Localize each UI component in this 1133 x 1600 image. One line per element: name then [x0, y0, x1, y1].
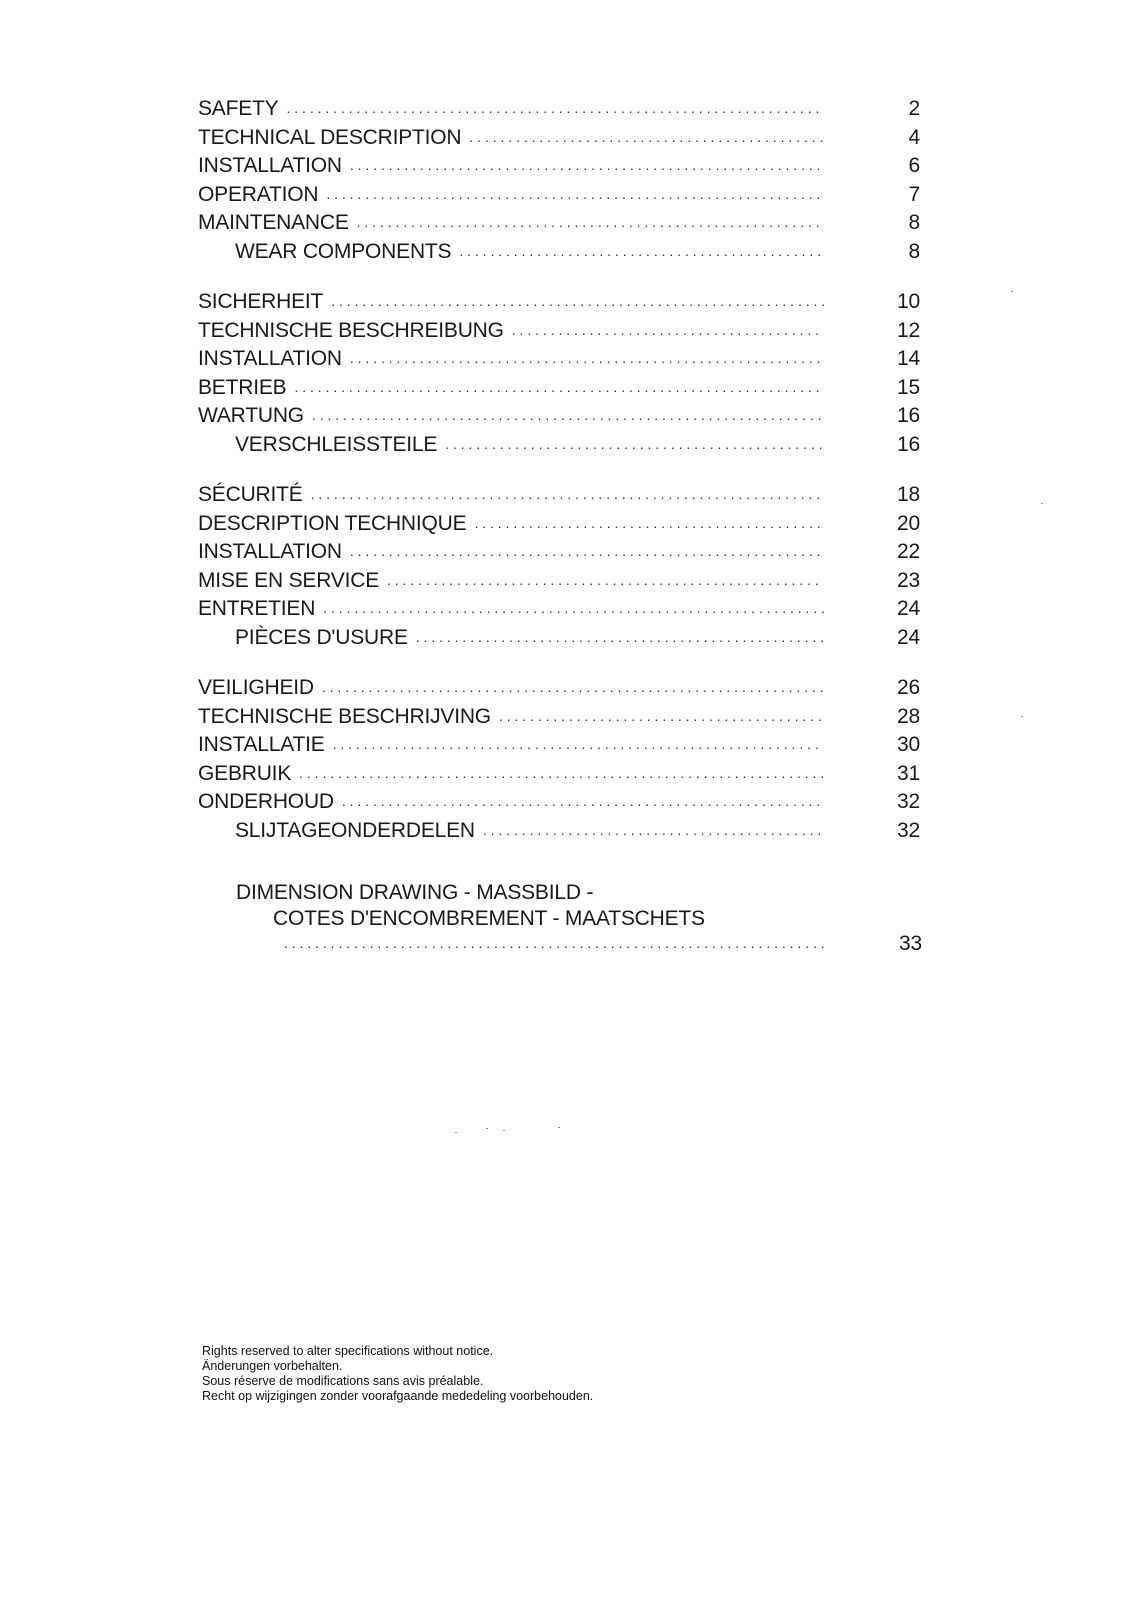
toc-entry-title: GEBRUIK [198, 761, 292, 785]
toc-entry-title: INSTALLATION [198, 154, 342, 177]
toc-entry-page: 16 [897, 432, 920, 456]
toc-entry-title: OPERATION [198, 182, 319, 206]
dot-leader [469, 129, 824, 145]
toc-entry[interactable] [198, 483, 920, 512]
dot-leader [311, 486, 824, 502]
toc-entry-page: 4 [908, 125, 920, 149]
dot-leader [294, 379, 824, 395]
dot-leader [323, 600, 824, 616]
toc-entry-title: PIÈCES D'USURE [235, 625, 408, 649]
toc-entry-title-line-2: COTES D'ENCOMBREMENT - MAATSCHETS [273, 907, 705, 930]
toc-entry-dimension-drawing[interactable] [236, 880, 922, 960]
footer-line-de: Änderungen vorbehalten. [202, 1359, 343, 1373]
dot-leader [357, 214, 824, 230]
dot-leader [350, 157, 824, 173]
toc-entry-title: WEAR COMPONENTS [235, 239, 452, 263]
toc-entry-page: 8 [908, 211, 920, 234]
toc-entry-title: BETRIEB [198, 375, 287, 399]
scan-speck [486, 1128, 488, 1129]
toc-entry-page: 14 [897, 347, 920, 370]
toc-entry-page: 26 [897, 676, 920, 699]
dot-leader [284, 935, 826, 951]
dot-leader [474, 515, 824, 531]
footer-line-en: Rights reserved to alter specifications without notice. [202, 1344, 494, 1358]
toc-entry-page: 16 [897, 404, 920, 427]
scan-speck [1011, 291, 1013, 292]
dot-leader [350, 350, 824, 366]
toc-entry-title: ENTRETIEN [198, 597, 316, 620]
toc-entry[interactable] [198, 319, 920, 348]
toc-entry[interactable] [198, 733, 920, 762]
toc-entry-page: 32 [897, 818, 920, 842]
dot-leader [483, 822, 824, 838]
toc-entry-page: 15 [897, 375, 920, 399]
toc-entry-title: SICHERHEIT [198, 290, 324, 313]
toc-entry-page: 23 [897, 568, 920, 592]
toc-group [198, 483, 920, 654]
toc-group [198, 290, 920, 461]
toc-entry[interactable] [198, 790, 920, 819]
toc-entry-page: 20 [897, 511, 920, 535]
scan-speck [503, 1130, 505, 1131]
dot-leader [512, 322, 824, 338]
toc-entry-page: 10 [897, 290, 920, 313]
toc-entry-title: ONDERHOUD [198, 790, 334, 813]
toc-entry-page: 28 [897, 704, 920, 728]
toc-entry-title-line-1: DIMENSION DRAWING - MASSBILD - [236, 881, 594, 904]
dot-leader [286, 100, 824, 116]
toc-entry-title: TECHNISCHE BESCHRIJVING [198, 704, 491, 728]
toc-entry-title: WARTUNG [198, 404, 304, 427]
toc-entry-title: VEILIGHEID [198, 676, 314, 699]
scan-speck [1021, 716, 1023, 717]
dot-leader [299, 765, 824, 781]
dot-leader [387, 572, 824, 588]
toc-entry[interactable] [198, 762, 920, 791]
dot-leader [445, 436, 824, 452]
toc-entry-page: 18 [897, 483, 920, 506]
toc-entry-title: INSTALLATION [198, 540, 342, 563]
toc-entry-page: 22 [897, 540, 920, 563]
toc-entry[interactable] [198, 676, 920, 705]
footer-line-nl: Recht op wijzigingen zonder voorafgaande mededeling voorbehouden. [202, 1389, 594, 1403]
dot-leader [326, 186, 824, 202]
toc-entry-page: 6 [908, 154, 920, 177]
toc-entry-page: 8 [908, 239, 920, 263]
toc-subentry[interactable] [198, 819, 920, 848]
toc-subentry[interactable] [198, 240, 920, 269]
scan-speck [558, 1127, 560, 1128]
dot-leader [312, 407, 824, 423]
toc-entry-title: SLIJTAGEONDERDELEN [235, 818, 475, 842]
dot-leader [322, 679, 824, 695]
toc-entry[interactable] [198, 569, 920, 598]
toc-entry-page: 33 [899, 932, 922, 955]
toc-entry-title: INSTALLATIE [198, 733, 325, 756]
toc-entry[interactable] [198, 126, 920, 155]
toc-entry-page: 31 [897, 761, 920, 785]
toc-entry-title: TECHNISCHE BESCHREIBUNG [198, 318, 504, 342]
toc-entry-page: 7 [908, 182, 920, 206]
toc-entry-page: 2 [908, 97, 920, 120]
toc-entry-page: 12 [897, 318, 920, 342]
dot-leader [416, 629, 824, 645]
toc-entry[interactable] [198, 97, 920, 126]
scan-speck [1041, 503, 1043, 504]
dot-leader [342, 793, 824, 809]
scan-speck [455, 1132, 457, 1133]
toc-entry[interactable] [198, 154, 920, 183]
toc-entry[interactable] [198, 404, 920, 433]
toc-entry[interactable] [198, 290, 920, 319]
toc-entry-page: 30 [897, 733, 920, 756]
toc-entry-page: 24 [897, 625, 920, 649]
toc-entry-title: MISE EN SERVICE [198, 568, 379, 592]
toc-entry[interactable] [198, 597, 920, 626]
toc-entry-title: TECHNICAL DESCRIPTION [198, 125, 462, 149]
toc-entry-title: INSTALLATION [198, 347, 342, 370]
toc-group [198, 676, 920, 847]
dot-leader [331, 293, 824, 309]
toc-subentry[interactable] [198, 626, 920, 655]
toc-group [198, 97, 920, 268]
toc-entry[interactable] [198, 347, 920, 376]
toc-entry-title: MAINTENANCE [198, 211, 349, 234]
dot-leader [333, 736, 824, 752]
toc-entry-page: 32 [897, 790, 920, 813]
toc-entry[interactable] [198, 705, 920, 734]
toc-entry-title: VERSCHLEISSTEILE [235, 432, 438, 456]
toc-entry[interactable] [198, 376, 920, 405]
toc-entry-page: 24 [897, 597, 920, 620]
toc-entry[interactable] [198, 512, 920, 541]
footer-notice [202, 1344, 593, 1404]
dot-leader [350, 543, 824, 559]
toc-entry-title: SAFETY [198, 97, 279, 120]
footer-line-fr: Sous réserve de modifications sans avis préalable. [202, 1374, 484, 1388]
dot-leader [499, 708, 824, 724]
table-of-contents [198, 97, 920, 869]
toc-entry[interactable] [198, 211, 920, 240]
dot-leader [459, 243, 824, 259]
toc-entry-title: DESCRIPTION TECHNIQUE [198, 511, 467, 535]
toc-entry[interactable] [198, 183, 920, 212]
toc-subentry[interactable] [198, 433, 920, 462]
toc-entry[interactable] [198, 540, 920, 569]
toc-entry-title: SÉCURITÉ [198, 483, 303, 506]
